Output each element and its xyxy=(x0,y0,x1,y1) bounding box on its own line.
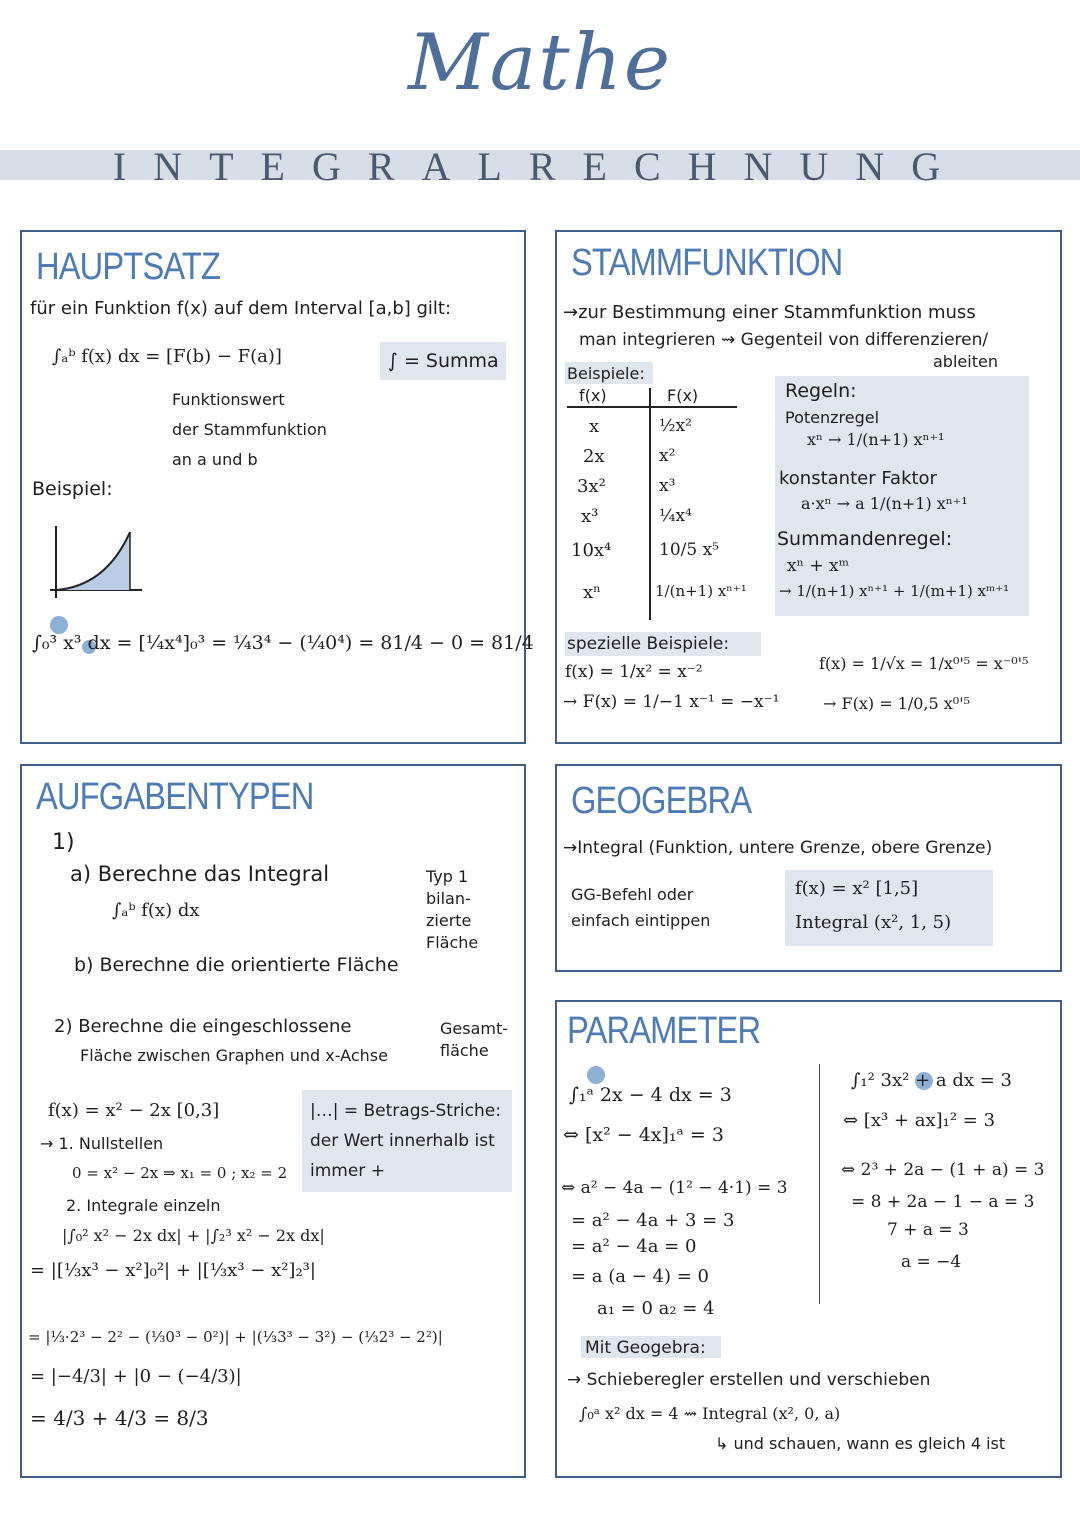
gesamt-note: Gesamt- fläche xyxy=(440,1019,509,1060)
beispiel-label: Beispiel: xyxy=(32,478,113,500)
page-subtitle: INTEGRALRECHNUNG xyxy=(112,144,968,189)
table-row-f: xⁿ xyxy=(583,582,601,603)
table-row-F: x³ xyxy=(659,476,676,496)
table-divider xyxy=(649,388,651,620)
hauptsatz-formula: ∫ₐᵇ f(x) dx = [F(b) − F(a)] xyxy=(52,346,282,367)
summa-note: ∫ = Summa xyxy=(388,350,499,372)
param-left-1: ∫₁ᵃ 2x − 4 dx = 3 xyxy=(569,1084,732,1106)
area-sketch xyxy=(46,520,146,602)
param-right-1: ∫₁² 3x² + a dx = 3 xyxy=(851,1070,1012,1091)
param-right-4: = 8 + 2a − 1 − a = 3 xyxy=(851,1192,1035,1212)
table-col-f: f(x) xyxy=(579,386,607,405)
typ1-note: Typ 1 bilan- zierte Fläche xyxy=(426,867,479,952)
table-row-F: 10/5 x⁵ xyxy=(659,540,719,560)
param-geo-2: ∫₀ᵃ x² dx = 4 ⇝ Integral (x², 0, a) xyxy=(579,1404,841,1423)
aufgabentypen-heading: AUFGABENTYPEN xyxy=(36,776,314,818)
step-1: → 1. Nullstellen xyxy=(40,1134,164,1153)
funktionswert-note-2: der Stammfunktion xyxy=(172,420,327,439)
stamm-line-3: ableiten xyxy=(933,352,998,371)
param-geo-title: Mit Geogebra: xyxy=(585,1338,706,1358)
task-1a: a) Berechne das Integral xyxy=(70,862,330,886)
stammfunktion-card xyxy=(555,230,1062,744)
regel-1: Potenzregel xyxy=(785,408,880,427)
calc-line-1: |∫₀² x² − 2x dx| + |∫₂³ x² − 2x dx| xyxy=(62,1226,325,1245)
geogebra-card xyxy=(555,764,1062,972)
table-row-f: 10x⁴ xyxy=(571,540,612,561)
stammfunktion-heading: STAMMFUNKTION xyxy=(571,242,843,284)
hauptsatz-card xyxy=(20,230,534,744)
step-1-result: 0 = x² − 2x ⇒ x₁ = 0 ; x₂ = 2 xyxy=(72,1164,288,1182)
stamm-line-2: man integrieren ⇝ Gegenteil von differenzieren/ xyxy=(579,330,989,350)
betrag-note: |…| = Betrags-Striche: der Wert innerhalb ist immer + xyxy=(310,1101,501,1181)
highlight-dot xyxy=(587,1066,605,1084)
funktionswert-note-3: an a und b xyxy=(172,450,258,469)
param-left-2: ⇔ [x² − 4x]₁ᵃ = 3 xyxy=(563,1124,724,1146)
beispiele-label: Beispiele: xyxy=(567,364,645,383)
geogebra-example-1: f(x) = x² [1,5] xyxy=(795,878,919,899)
example-function: f(x) = x² − 2x [0,3] xyxy=(48,1100,220,1121)
table-row-F: ½x² xyxy=(659,416,692,436)
speziell-1b: → F(x) = 1/−1 x⁻¹ = −x⁻¹ xyxy=(563,692,780,712)
table-row-F: x² xyxy=(659,446,676,466)
regel-2-formula: a·xⁿ → a 1/(n+1) xⁿ⁺¹ xyxy=(801,494,968,513)
parameter-divider xyxy=(819,1064,820,1304)
param-geo-1: → Schieberegler erstellen und verschieben xyxy=(567,1370,931,1390)
param-geo-3: ↳ und schauen, wann es gleich 4 ist xyxy=(715,1434,1006,1453)
hauptsatz-example: ∫₀³ x³ dx = [¼x⁴]₀³ = ¼3⁴ − (¼0⁴) = 81/4 − 0 = 81/4 xyxy=(32,632,534,654)
parameter-heading: PARAMETER xyxy=(567,1010,761,1052)
task-number-1: 1) xyxy=(52,830,75,855)
calc-line-4: = |−4/3| + |0 − (−4/3)| xyxy=(30,1366,242,1387)
calc-line-2: = |[⅓x³ − x²]₀²| + |[⅓x³ − x²]₂³| xyxy=(30,1260,316,1281)
param-right-3: ⇔ 2³ + 2a − (1 + a) = 3 xyxy=(841,1160,1045,1180)
calc-line-3: = |⅓·2³ − 2² − (⅓0³ − 0²)| + |(⅓3³ − 3²) − (⅓2³ − 2²)| xyxy=(28,1328,443,1346)
speziell-2b: → F(x) = 1/0,5 x⁰'⁵ xyxy=(823,694,971,713)
geogebra-line: →Integral (Funktion, untere Grenze, obere Grenze) xyxy=(563,838,993,858)
regel-3-formula-1: xⁿ + xᵐ xyxy=(787,556,850,576)
regel-3-formula-2: → 1/(n+1) xⁿ⁺¹ + 1/(m+1) xᵐ⁺¹ xyxy=(779,582,1010,600)
table-row-F: ¼x⁴ xyxy=(659,506,692,526)
table-row-f: x³ xyxy=(581,506,599,527)
param-right-6: a = −4 xyxy=(901,1252,962,1272)
param-left-4: = a² − 4a + 3 = 3 xyxy=(571,1210,735,1231)
aufgabentypen-card xyxy=(20,764,526,1478)
table-row-f: 3x² xyxy=(577,476,606,497)
page-title: Mathe xyxy=(407,18,673,108)
task-1a-formula: ∫ₐᵇ f(x) dx xyxy=(112,900,200,921)
param-left-7: a₁ = 0 a₂ = 4 xyxy=(597,1298,715,1319)
stamm-line-1: →zur Bestimmung einer Stammfunktion muss xyxy=(563,302,976,323)
table-header-line xyxy=(567,406,737,408)
geogebra-heading: GEOGEBRA xyxy=(571,780,752,822)
param-left-6: = a (a − 4) = 0 xyxy=(571,1266,709,1287)
task-1b: b) Berechne die orientierte Fläche xyxy=(74,954,399,976)
regeln-title: Regeln: xyxy=(785,380,857,402)
speziell-title: spezielle Beispiele: xyxy=(567,634,730,654)
step-2: 2. Integrale einzeln xyxy=(66,1196,221,1215)
parameter-card xyxy=(555,1000,1062,1478)
hauptsatz-intro: für ein Funktion f(x) auf dem Interval [a,b] gilt: xyxy=(30,298,452,319)
hauptsatz-heading: HAUPTSATZ xyxy=(36,246,221,288)
speziell-2a: f(x) = 1/√x = 1/x⁰'⁵ = x⁻⁰'⁵ xyxy=(819,654,1029,673)
task-number-2: 2) Berechne die eingeschlossene xyxy=(54,1016,352,1037)
speziell-1a: f(x) = 1/x² = x⁻² xyxy=(565,662,703,682)
geogebra-note: GG-Befehl oder einfach eintippen xyxy=(571,885,711,930)
table-row-f: 2x xyxy=(583,446,605,467)
geogebra-example-2: Integral (x², 1, 5) xyxy=(795,912,952,933)
regel-2: konstanter Faktor xyxy=(779,468,937,489)
calc-line-5: = 4/3 + 4/3 = 8/3 xyxy=(30,1406,209,1430)
param-left-5: = a² − 4a = 0 xyxy=(571,1236,697,1257)
param-right-2: ⇔ [x³ + ax]₁² = 3 xyxy=(843,1110,996,1131)
regel-1-formula: xⁿ → 1/(n+1) xⁿ⁺¹ xyxy=(807,430,945,449)
param-left-3: ⇔ a² − 4a − (1² − 4·1) = 3 xyxy=(561,1178,788,1198)
funktionswert-note-1: Funktionswert xyxy=(172,390,285,409)
regel-3: Summandenregel: xyxy=(777,528,953,550)
table-row-F: 1/(n+1) xⁿ⁺¹ xyxy=(655,582,747,600)
param-right-5: 7 + a = 3 xyxy=(887,1220,969,1240)
task-2-line-2: Fläche zwischen Graphen und x-Achse xyxy=(80,1046,388,1065)
table-col-F: F(x) xyxy=(667,386,699,405)
table-row-f: x xyxy=(589,416,600,437)
